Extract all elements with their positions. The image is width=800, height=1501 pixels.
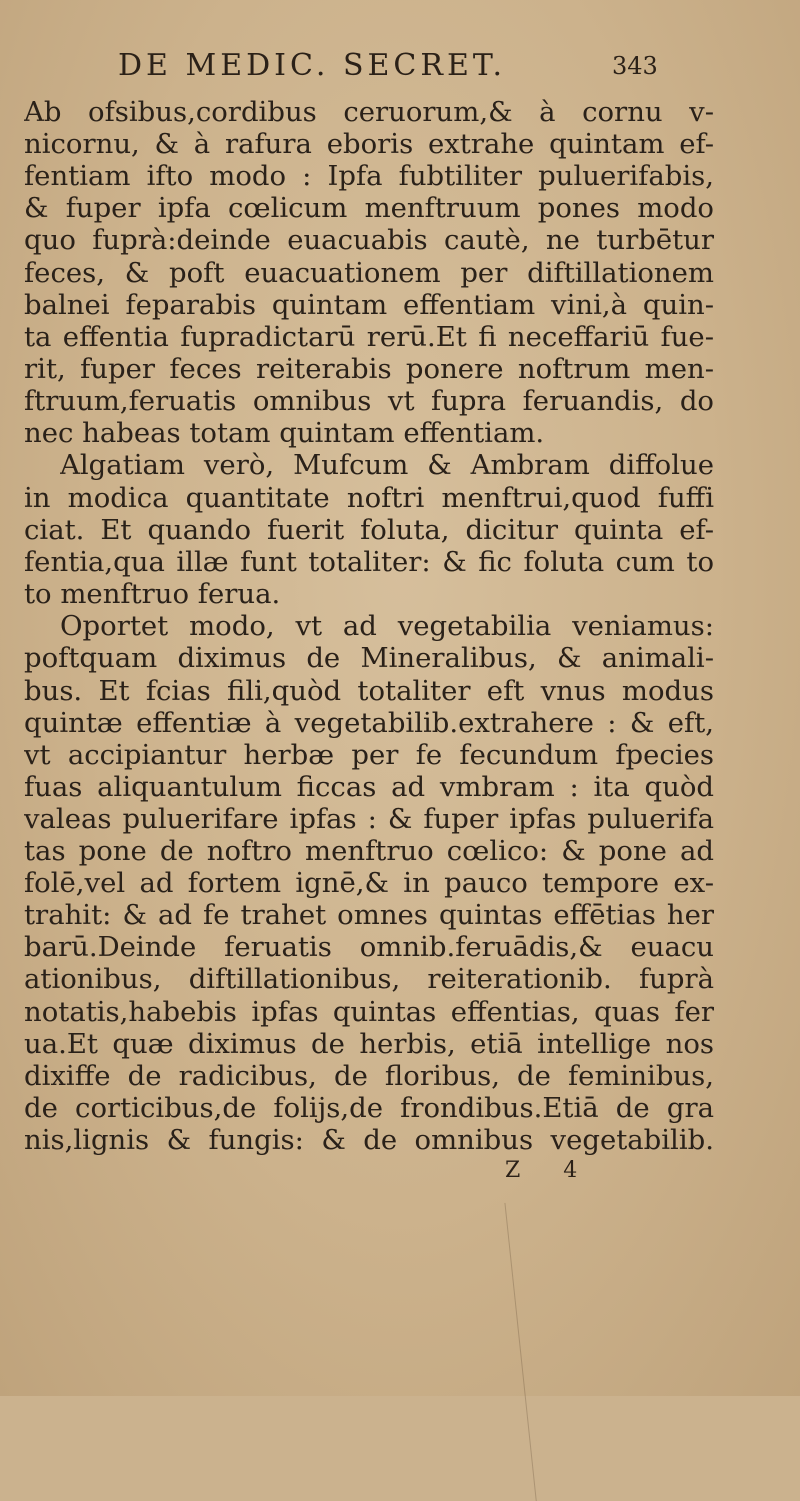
text-line: & fuper ipfa cœlicum menftruum pones modo [24,192,714,224]
text-line: trahit: & ad fe trahet omnes quintas effētias her [24,899,714,931]
text-line: ftruum,feruatis omnibus vt fupra feruandis, do [24,385,714,417]
running-head: DE MEDIC. SECRET. [118,48,506,83]
text-line: nicornu, & à rafura eboris extrahe quintam ef- [24,128,714,160]
text-line: quintæ effentiæ à vegetabilib.extrahere : & eft, [24,707,714,739]
text-line: fentia,qua illæ funt totaliter: & fic foluta cum to [24,546,714,578]
text-line: bus. Et fcias fili,quòd totaliter eft vnus modus [24,675,714,707]
text-line: Ab ofsibus,cordibus ceruorum,& à cornu v- [24,96,714,128]
text-line: notatis,habebis ipfas quintas effentias, quas fer [24,996,714,1028]
text-line: poftquam diximus de Mineralibus, & animali- [24,642,714,674]
text-line: Algatiam verò, Mufcum & Ambram diffolue [60,449,714,481]
text-line: ciat. Et quando fuerit foluta, dicitur quinta ef- [24,514,714,546]
text-line: balnei feparabis quintam effentiam vini,à quin- [24,289,714,321]
text-line: de corticibus,de folijs,de frondibus.Etiā de gra [24,1092,714,1124]
text-line: quo fuprà:deinde euacuabis cautè, ne turbētur [24,224,714,256]
text-line: nec habeas totam quintam effentiam. [24,417,545,449]
text-line: valeas puluerifare ipfas : & fuper ipfas puluerifa [24,803,714,835]
page-number: 343 [612,52,658,80]
text-line: tas pone de noftro menftruo cœlico: & pone ad [24,835,714,867]
text-line: ua.Et quæ diximus de herbis, etiā intellige nos [24,1028,714,1060]
text-line: barū.Deinde feruatis omnib.feruādis,& euacu [24,931,714,963]
text-line: in modica quantitate noftri menftrui,quod fuffi [24,482,714,514]
text-line: fuas aliquantulum ficcas ad vmbram : ita quòd [24,771,714,803]
text-line: vt accipiantur herbæ per fe fecundum fpecies [24,739,714,771]
text-line: rit, fuper feces reiterabis ponere noftrum men- [24,353,714,385]
text-line: feces, & poft euacuationem per diftillationem [24,257,714,289]
signature-mark: Z 4 [505,1158,596,1183]
text-line: dixiffe de radicibus, de floribus, de feminibus, [24,1060,714,1092]
text-line: folē,vel ad fortem ignē,& in pauco tempore ex- [24,867,714,899]
text-line: ationibus, diftillationibus, reiterationib. fuprà [24,963,714,995]
text-line: to menftruo ferua. [24,578,281,610]
text-line: Oportet modo, vt ad vegetabilia veniamus: [60,610,714,642]
text-line: ta effentia fupradictarū rerū.Et fi neceffariū fue- [24,321,714,353]
text-line: nis,lignis & fungis: & de omnibus vegetabilib. [24,1124,714,1156]
text-line: fentiam ifto modo : Ipfa fubtiliter puluerifabis, [24,160,714,192]
